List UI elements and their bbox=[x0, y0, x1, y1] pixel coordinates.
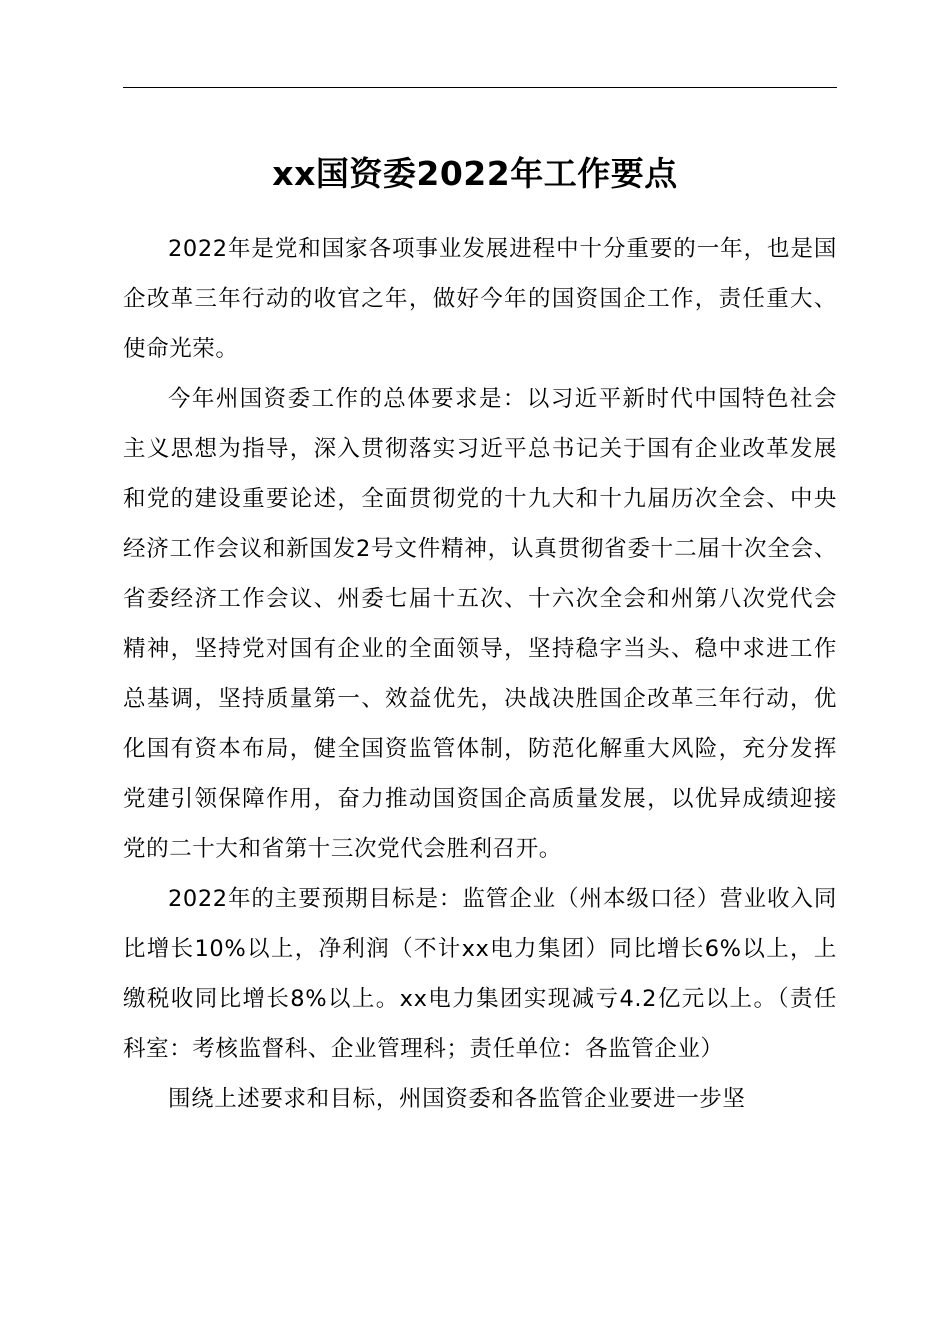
document-title: xx国资委2022年工作要点 bbox=[272, 154, 678, 193]
paragraph-expected-targets: 2022年的主要预期目标是：监管企业（州本级口径）营业收入同比增长10%以上，净利润（不计xx电力集团）同比增长6%以上，上缴税收同比增长8%以上。xx电力集团实现减亏4.2亿元以上。（责任科室：考核监督科、企业管理科；责任单位：各监管企业） bbox=[123, 886, 837, 1062]
document-body bbox=[123, 224, 837, 1124]
paragraph-continuation: 围绕上述要求和目标，州国资委和各监管企业要进一步坚 bbox=[168, 1086, 746, 1112]
header-rule bbox=[123, 87, 837, 88]
paragraph-overall-requirements: 今年州国资委工作的总体要求是：以习近平新时代中国特色社会主义思想为指导，深入贯彻落实习近平总书记关于国有企业改革发展和党的建设重要论述，全面贯彻党的十九大和十九届历次全会、中央经济工作会议和新国发2号文件精神，认真贯彻省委十二届十次全会、省委经济工作会议、州委七届十五次、十六次全会和州第八次党代会精神，坚持党对国有企业的全面领导，坚持稳字当头、稳中求进工作总基调，坚持质量第一、效益优先，决战决胜国企改革三年行动，优化国有资本布局，健全国资监管体制，防范化解重大风险，充分发挥党建引领保障作用，奋力推动国资国企高质量发展，以优异成绩迎接党的二十大和省第十三次党代会胜利召开。 bbox=[123, 386, 837, 862]
paragraph-intro: 2022年是党和国家各项事业发展进程中十分重要的一年，也是国企改革三年行动的收官之年，做好今年的国资国企工作，责任重大、使命光荣。 bbox=[123, 236, 837, 362]
